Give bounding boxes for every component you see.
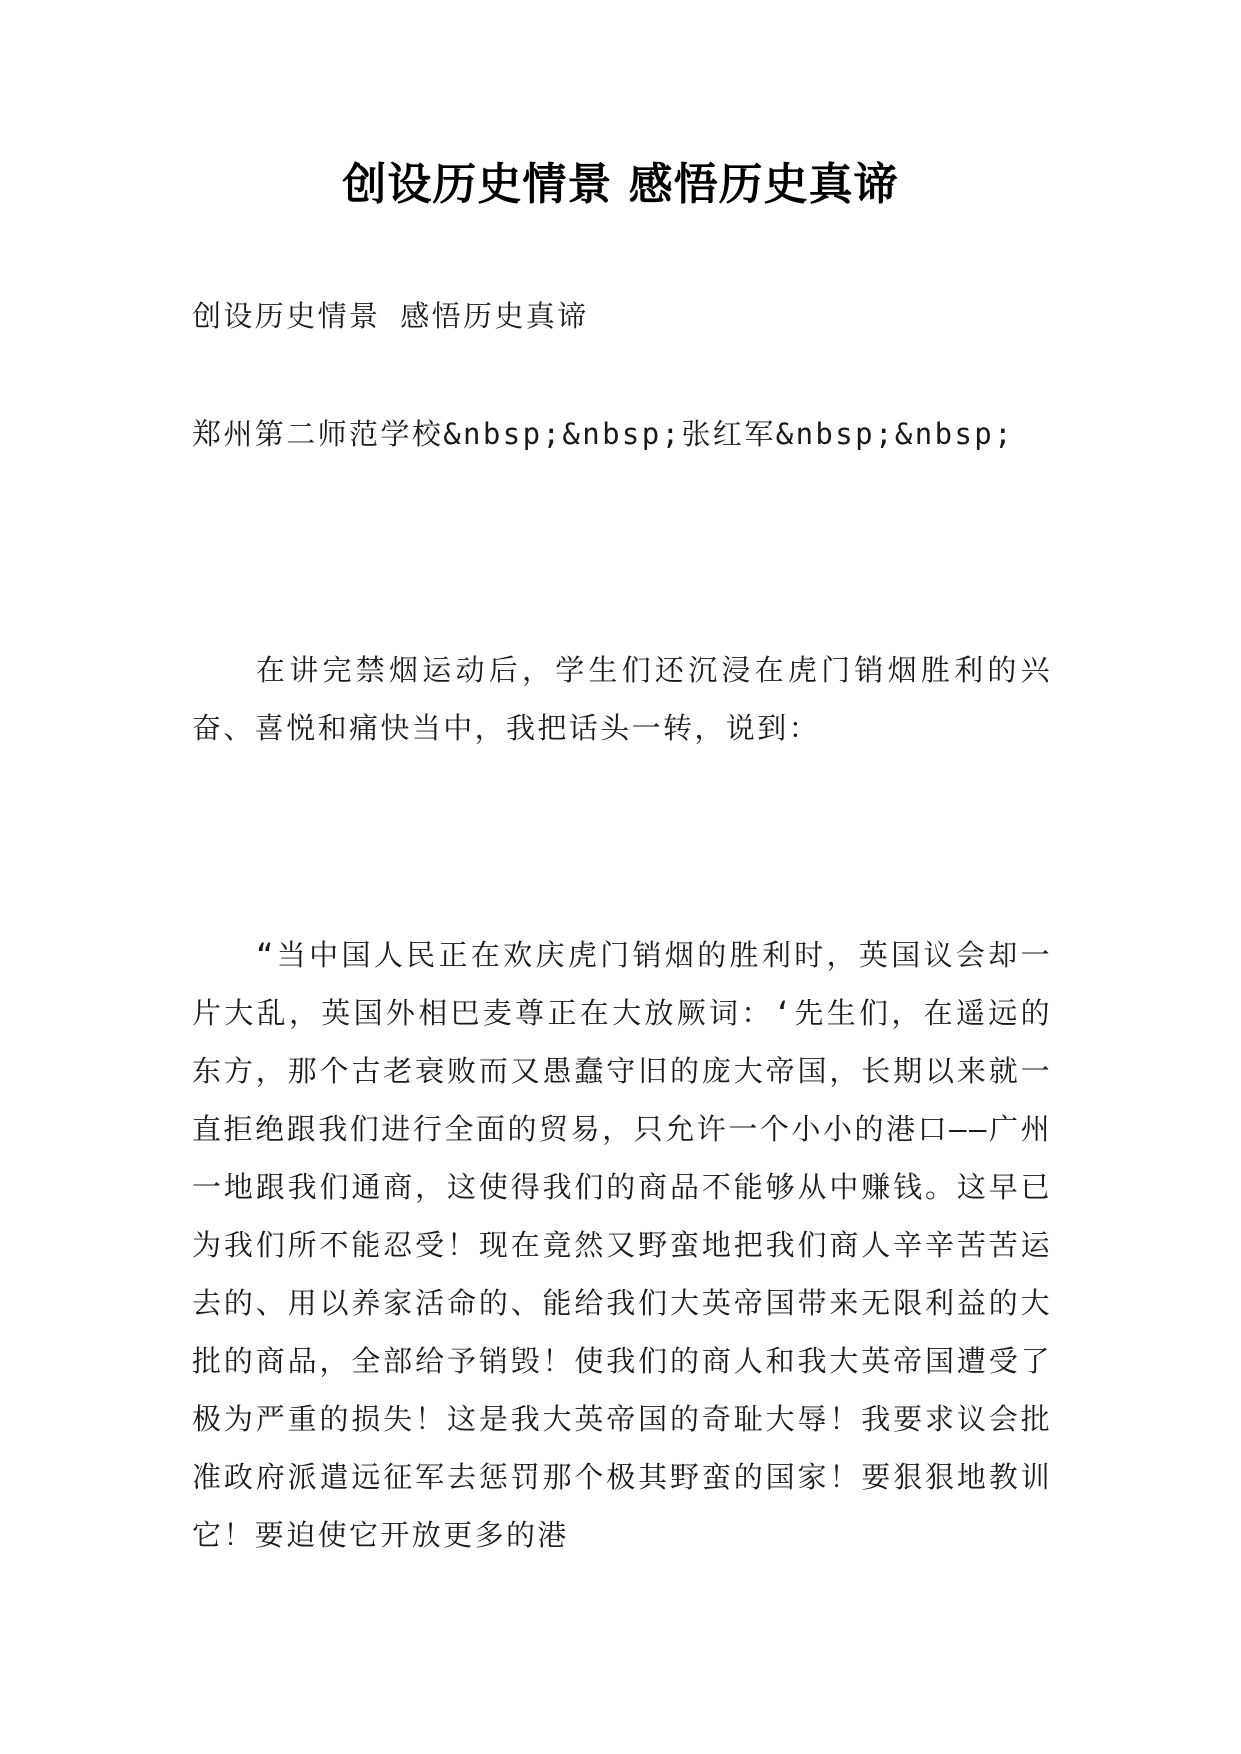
document-title: 创设历史情景 感悟历史真谛 bbox=[342, 159, 899, 210]
paragraph-intro: 在讲完禁烟运动后，学生们还沉浸在虎门销烟胜利的兴奋、喜悦和痛快当中，我把话头一转，说到： bbox=[192, 653, 1052, 745]
paragraph-quote: “当中国人民正在欢庆虎门销烟的胜利时，英国议会却一片大乱，英国外相巴麦尊正在大放厥词：‘先生们，在遥远的东方，那个古老衰败而又愚蠢守旧的庞大帝国，长期以来就一直拒绝跟我们进行全面的贸易，只允许一个小小的港口——广州一地跟我们通商，这使得我们的商品不能够从中赚钱。这早已为我们所不能忍受！现在竟然又野蛮地把我们商人辛辛苦苦运去的、用以养家活命的、能给我们大英帝国带来无限利益的大批的商品，全部给予销毁！使我们的商人和我大英帝国遭受了极为严重的损失！这是我大英帝国的奇耻大辱！我要求议会批准政府派遣远征军去惩罚那个极其野蛮的国家！要狠狠地教训它！要迫使它开放更多的港 bbox=[192, 938, 1052, 1552]
author-byline: 郑州第二师范学校&nbsp;&nbsp;张红军&nbsp;&nbsp; bbox=[192, 417, 1015, 451]
document-subtitle: 创设历史情景 感悟历史真谛 bbox=[192, 299, 589, 333]
